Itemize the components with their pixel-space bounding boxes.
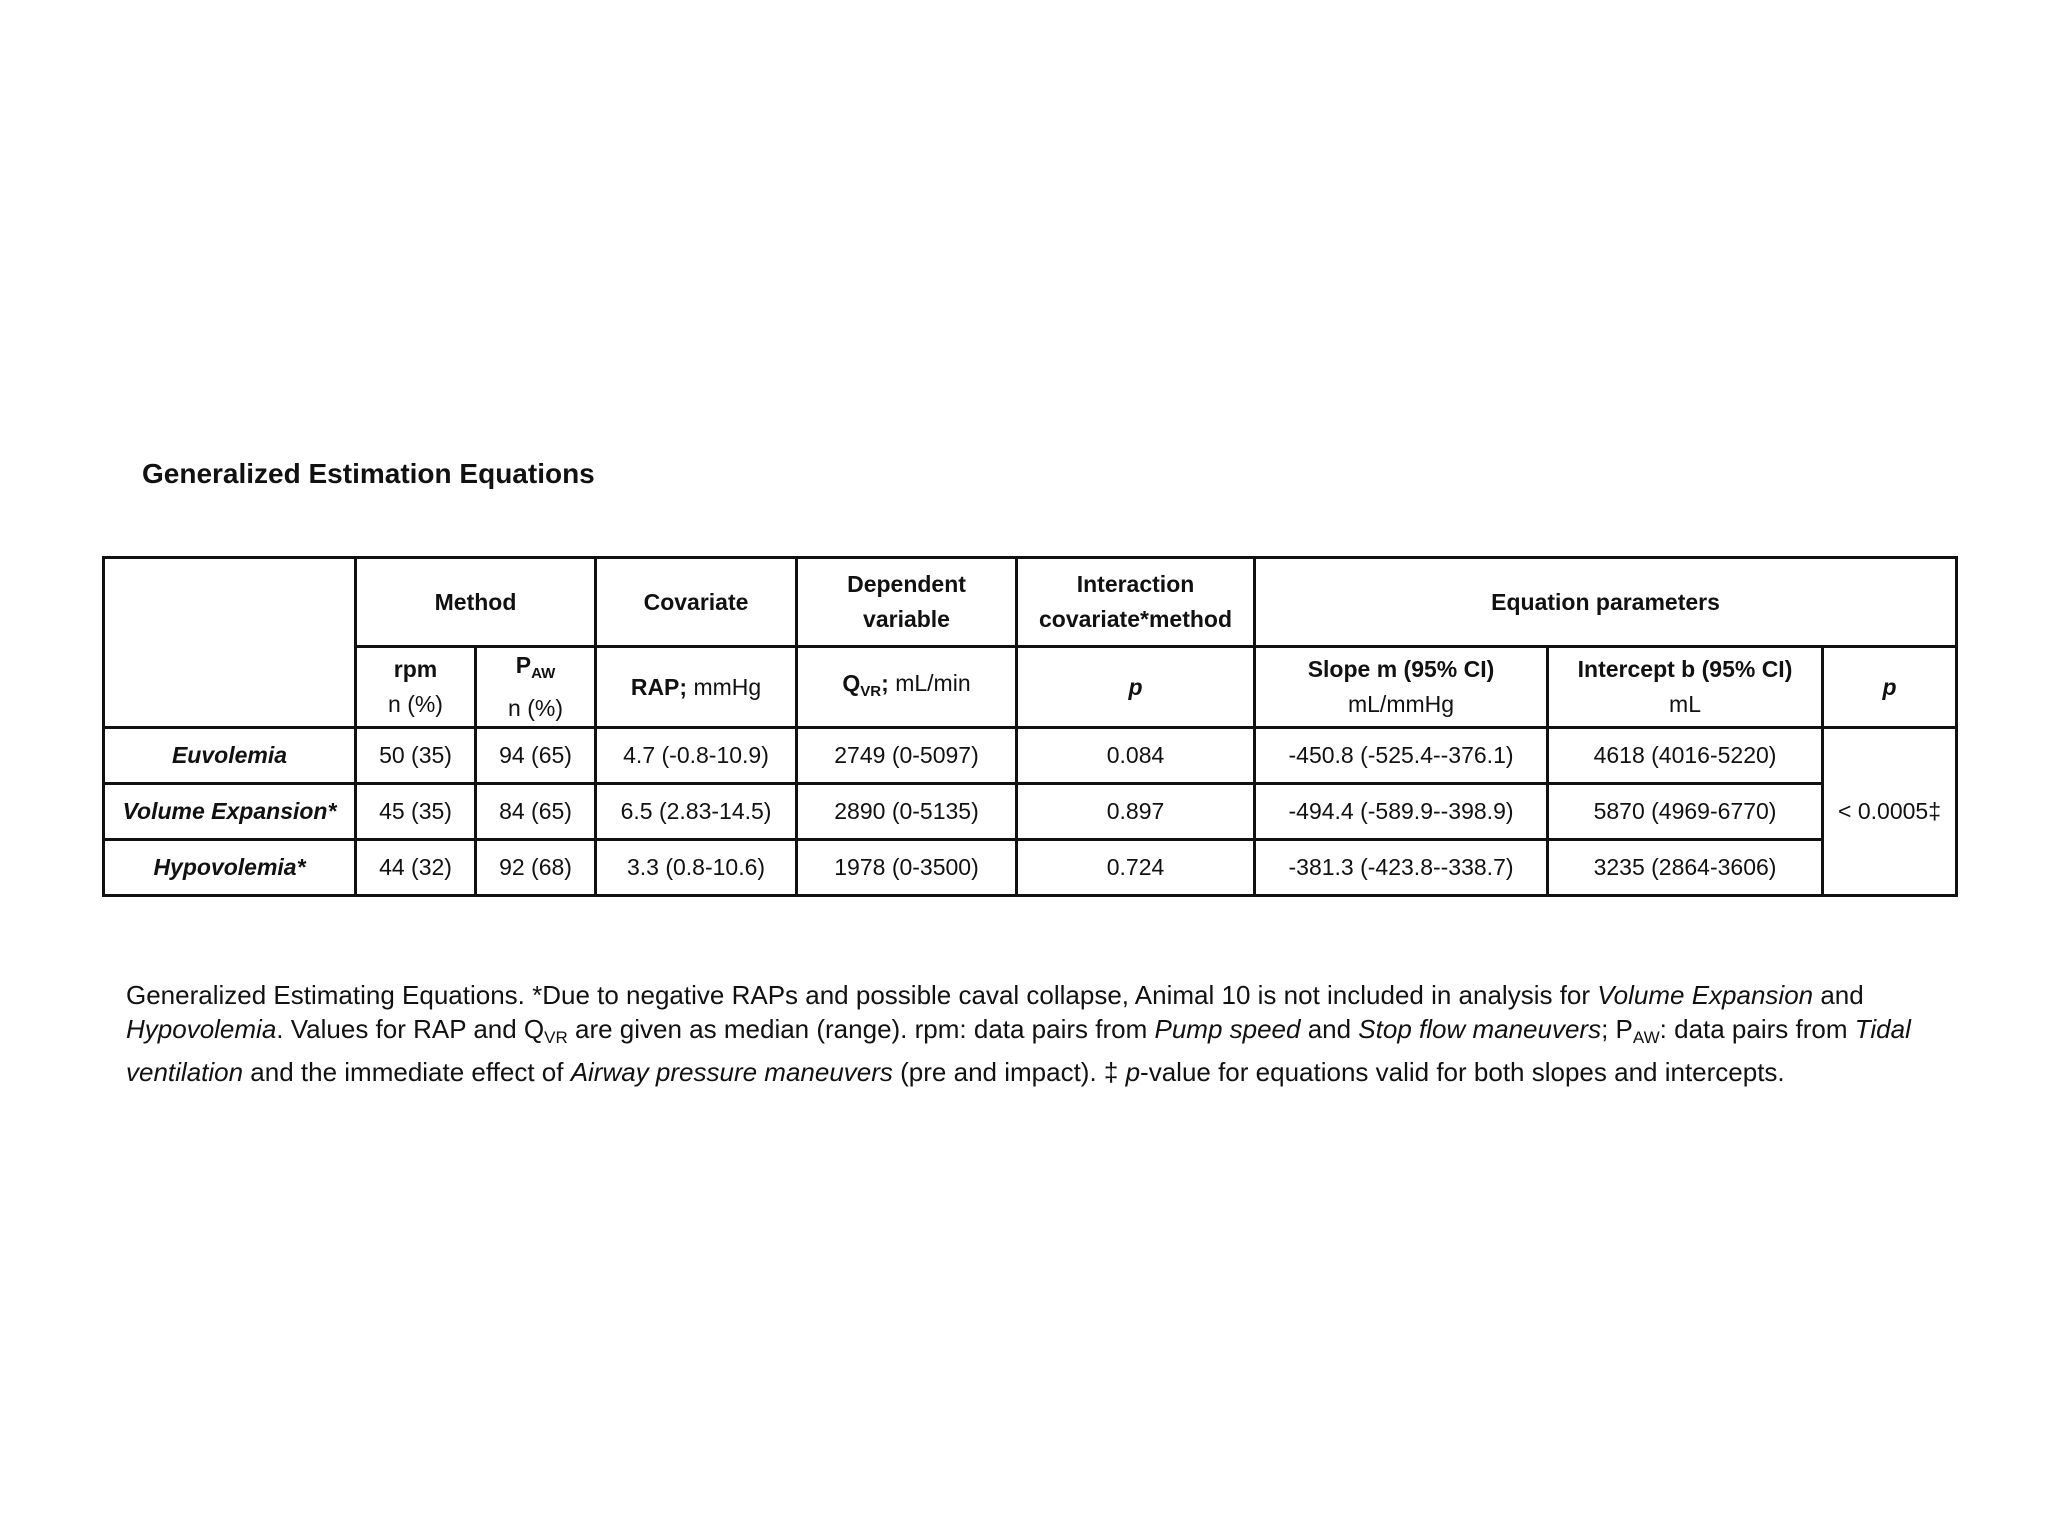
- header-rpm: rpm n (%): [356, 647, 476, 728]
- header-p-equation: p: [1823, 647, 1957, 728]
- cell-rap: 4.7 (-0.8-10.9): [596, 728, 797, 784]
- header-intercept: Intercept b (95% CI) mL: [1548, 647, 1823, 728]
- header-dependent-variable: Dependent variable: [797, 558, 1017, 647]
- cell-slope: -450.8 (-525.4--376.1): [1255, 728, 1548, 784]
- cell-p-overall: < 0.0005‡: [1823, 728, 1957, 896]
- cell-paw: 84 (65): [476, 784, 596, 840]
- cell-intercept: 5870 (4969-6770): [1548, 784, 1823, 840]
- cell-qvr: 1978 (0-3500): [797, 840, 1017, 896]
- header-row-2: [104, 647, 1957, 728]
- cell-paw: 94 (65): [476, 728, 596, 784]
- header-covariate: Covariate: [596, 558, 797, 647]
- table-row: [104, 840, 1957, 896]
- cell-slope: -381.3 (-423.8--338.7): [1255, 840, 1548, 896]
- row-label: Hypovolemia*: [104, 840, 356, 896]
- header-p-interaction: p: [1017, 647, 1255, 728]
- cell-rap: 6.5 (2.83-14.5): [596, 784, 797, 840]
- row-label: Euvolemia: [104, 728, 356, 784]
- header-method: Method: [356, 558, 596, 647]
- table-footnote: Generalized Estimating Equations. *Due to negative RAPs and possible caval collapse, Animal 10 is not included in analysis for Volume Expansion and Hypovolemia. Values for RAP and QVR are given as median (range). rpm: data pairs from Pump speed and Stop flow maneuvers; PAW: data pairs from Tidal ventilation and the immediate effect of Airway pressure maneuvers (pre and impact). ‡ p-value for equations valid for both slopes and intercepts.: [126, 980, 1911, 1087]
- cell-rap: 3.3 (0.8-10.6): [596, 840, 797, 896]
- gee-table: [102, 556, 1958, 897]
- cell-qvr: 2749 (0-5097): [797, 728, 1017, 784]
- cell-qvr: 2890 (0-5135): [797, 784, 1017, 840]
- cell-paw: 92 (68): [476, 840, 596, 896]
- page-title: Generalized Estimation Equations: [142, 458, 595, 489]
- cell-rpm: 45 (35): [356, 784, 476, 840]
- cell-rpm: 44 (32): [356, 840, 476, 896]
- cell-p: 0.724: [1017, 840, 1255, 896]
- row-label: Volume Expansion*: [104, 784, 356, 840]
- header-equation-parameters: Equation parameters: [1255, 558, 1957, 647]
- cell-intercept: 4618 (4016-5220): [1548, 728, 1823, 784]
- table-row: [104, 784, 1957, 840]
- header-empty-cell: [104, 558, 356, 728]
- cell-rpm: 50 (35): [356, 728, 476, 784]
- cell-intercept: 3235 (2864-3606): [1548, 840, 1823, 896]
- header-slope: Slope m (95% CI) mL/mmHg: [1255, 647, 1548, 728]
- header-paw: $P_{AW}$ n (%): [476, 647, 596, 728]
- cell-p: 0.084: [1017, 728, 1255, 784]
- header-row-1: [104, 558, 1957, 647]
- header-rap: RAP; mmHg: [596, 647, 797, 728]
- table-row: [104, 728, 1957, 784]
- cell-slope: -494.4 (-589.9--398.9): [1255, 784, 1548, 840]
- header-qvr: $Q_{VR}$; mL/min: [797, 647, 1017, 728]
- cell-p: 0.897: [1017, 784, 1255, 840]
- header-interaction: Interaction covariate*method: [1017, 558, 1255, 647]
